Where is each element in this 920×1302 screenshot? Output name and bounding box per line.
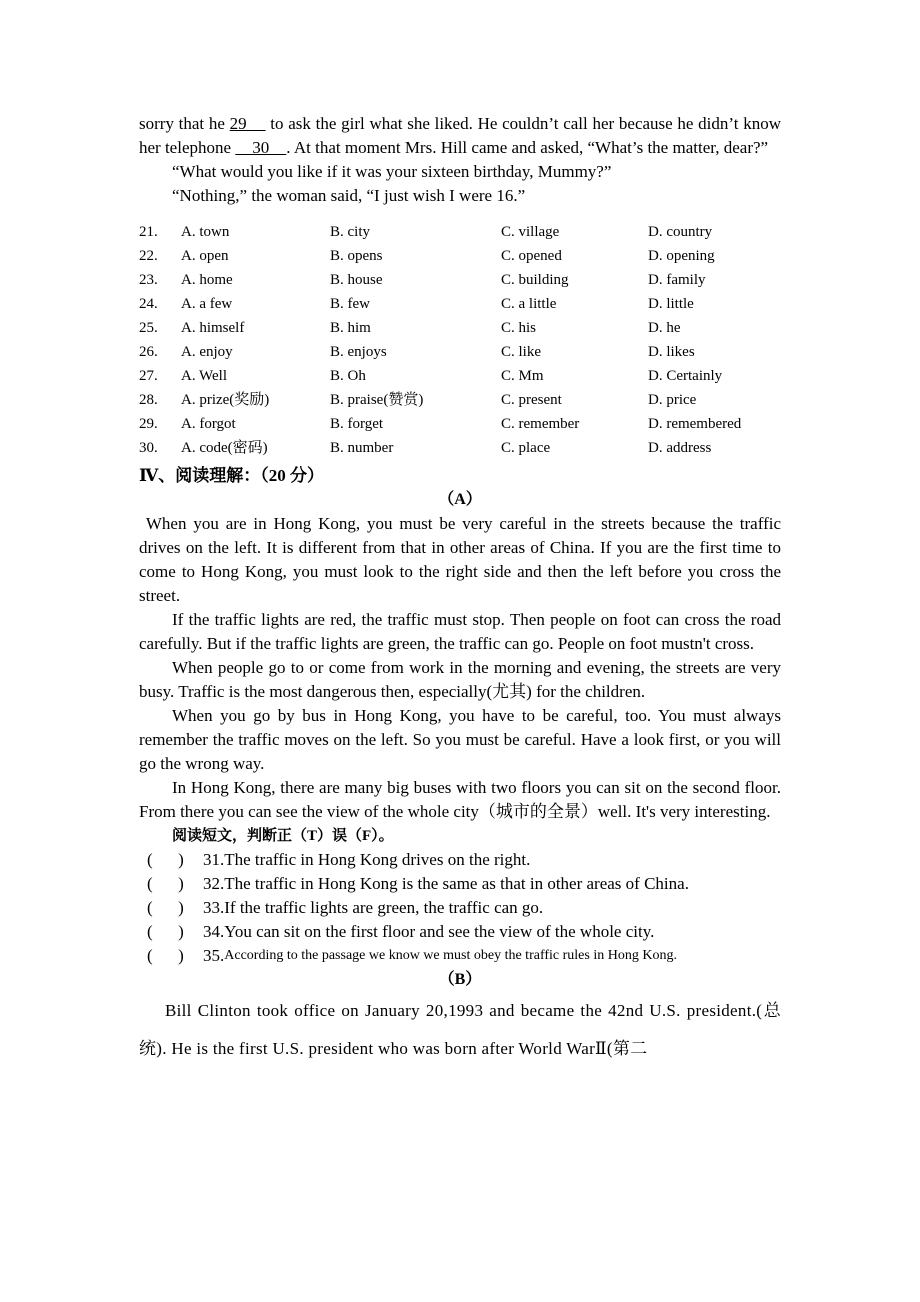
option-c: C. opened bbox=[501, 248, 562, 264]
document-page bbox=[139, 112, 786, 1068]
option-c: C. a little bbox=[501, 296, 557, 312]
option-c: C. building bbox=[501, 272, 569, 288]
tf-question: ( ) 31.The traffic in Hong Kong drives on the right. bbox=[147, 848, 781, 872]
option-row bbox=[139, 340, 781, 364]
option-d: D. Certainly bbox=[648, 368, 723, 384]
blank-29: 29 bbox=[229, 114, 266, 133]
tf-question: ( ) 34.You can sit on the first floor and see the view of the whole city. bbox=[147, 920, 781, 944]
option-d: D. remembered bbox=[648, 416, 742, 432]
option-row bbox=[139, 436, 781, 460]
option-d: D. price bbox=[648, 392, 697, 408]
option-b: B. opens bbox=[330, 248, 383, 264]
option-b: B. enjoys bbox=[330, 344, 387, 360]
option-c: C. Mm bbox=[501, 368, 544, 384]
option-b: B. house bbox=[330, 272, 383, 288]
passage-a-para-4: When you go by bus in Hong Kong, you have to be careful, too. You must always remember the traffic moves on the left. So you must be careful. Have a look first, or you will go the wrong way. bbox=[139, 706, 781, 773]
tf-question: ( ) 33.If the traffic lights are green, the traffic can go. bbox=[147, 896, 781, 920]
option-row bbox=[139, 316, 781, 340]
option-a: A. prize(奖励) bbox=[181, 392, 270, 408]
question-number: 30. bbox=[139, 440, 158, 456]
tf-question: ( ) 32.The traffic in Hong Kong is the same as that in other areas of China. bbox=[147, 872, 781, 896]
option-row bbox=[139, 268, 781, 292]
question-number: 27. bbox=[139, 368, 158, 384]
option-a: A. home bbox=[181, 272, 233, 288]
question-number: 23. bbox=[139, 272, 158, 288]
option-a: A. open bbox=[181, 248, 229, 264]
option-a: A. himself bbox=[181, 320, 245, 336]
option-a: A. enjoy bbox=[181, 344, 233, 360]
blank-30: 30 bbox=[235, 138, 287, 157]
tf-question: ( ) 35. According to the passage we know we must obey the traffic rules in Hong Kong. bbox=[147, 944, 781, 968]
option-d: D. family bbox=[648, 272, 706, 288]
option-c: C. village bbox=[501, 224, 560, 240]
passage-a-para-5: In Hong Kong, there are many big buses with two floors you can sit on the second floor. From there you can see the view of the whole city（城市的全景）well. It's very interesting. bbox=[139, 778, 781, 821]
option-c: C. place bbox=[501, 440, 551, 456]
answer-paren[interactable]: ( ) bbox=[147, 898, 184, 917]
option-b: B. forget bbox=[330, 416, 384, 432]
answer-paren[interactable]: ( ) bbox=[147, 874, 184, 893]
option-a: A. code(密码) bbox=[181, 440, 268, 456]
option-row bbox=[139, 220, 781, 244]
option-row bbox=[139, 244, 781, 268]
passage-a-para-2: If the traffic lights are red, the traffic must stop. Then people on foot can cross the road carefully. But if the traffic lights are green, the traffic can go. People on foot mustn't cross. bbox=[139, 610, 781, 653]
options-table bbox=[139, 220, 781, 460]
question-number: 24. bbox=[139, 296, 158, 312]
option-b: B. few bbox=[330, 296, 370, 312]
passage-b-label: （B） bbox=[438, 971, 482, 988]
option-a: A. forgot bbox=[181, 416, 236, 432]
option-d: D. he bbox=[648, 320, 681, 336]
option-row bbox=[139, 412, 781, 436]
option-b: B. number bbox=[330, 440, 394, 456]
option-a: A. a few bbox=[181, 296, 233, 312]
answer-paren[interactable]: ( ) bbox=[147, 922, 184, 941]
option-d: D. likes bbox=[648, 344, 695, 360]
option-d: D. country bbox=[648, 224, 713, 240]
option-b: B. Oh bbox=[330, 368, 366, 384]
option-c: C. his bbox=[501, 320, 537, 336]
option-b: B. praise(赞赏) bbox=[330, 392, 424, 408]
question-number: 26. bbox=[139, 344, 158, 360]
option-b: B. him bbox=[330, 320, 371, 336]
cloze-paragraph-end: sorry that he 29 to ask the girl what she liked. He couldn’t call her because he didn’t know her telephone 30 . At that moment Mrs. Hill came and asked, “What’s the matter, dear?” bbox=[139, 114, 781, 157]
question-number: 29. bbox=[139, 416, 158, 432]
option-b: B. city bbox=[330, 224, 370, 240]
passage-a-para-3: When people go to or come from work in the morning and evening, the streets are very busy. Traffic is the most dangerous then, especially(尤其) for the children. bbox=[139, 658, 781, 701]
option-d: D. opening bbox=[648, 248, 715, 264]
section-4-heading: Ⅳ、阅读理解：（20 分） bbox=[139, 466, 325, 485]
question-number: 28. bbox=[139, 392, 158, 408]
dialogue-line-1: “What would you like if it was your sixteen birthday, Mummy?” bbox=[172, 162, 612, 181]
option-d: D. little bbox=[648, 296, 694, 312]
option-a: A. town bbox=[181, 224, 230, 240]
passage-a-label: （A） bbox=[438, 491, 482, 508]
option-row bbox=[139, 292, 781, 316]
option-a: A. Well bbox=[181, 368, 228, 384]
option-d: D. address bbox=[648, 440, 712, 456]
option-row bbox=[139, 388, 781, 412]
question-number: 25. bbox=[139, 320, 158, 336]
option-c: C. present bbox=[501, 392, 562, 408]
answer-paren[interactable]: ( ) bbox=[147, 946, 184, 965]
question-number: 21. bbox=[139, 224, 158, 240]
option-row bbox=[139, 364, 781, 388]
question-number: 22. bbox=[139, 248, 158, 264]
tf-instruction: 阅读短文，判断正（T）误（F）。 bbox=[172, 828, 394, 844]
answer-paren[interactable]: ( ) bbox=[147, 850, 184, 869]
passage-a-para-1: When you are in Hong Kong, you must be very careful in the streets because the traffic drives on the left. It is different from that in other areas of China. If you are the first time to come to Hong Kong, you must look to the right side and then the left before you cross the street. bbox=[139, 514, 786, 605]
passage-b-para: Bill Clinton took office on January 20,1993 and became the 42nd U.S. president.(总统). He is the first U.S. president who was born after World WarⅡ(第二 bbox=[139, 1001, 781, 1058]
option-c: C. remember bbox=[501, 416, 580, 432]
option-c: C. like bbox=[501, 344, 541, 360]
dialogue-line-2: “Nothing,” the woman said, “I just wish I were 16.” bbox=[172, 186, 526, 205]
